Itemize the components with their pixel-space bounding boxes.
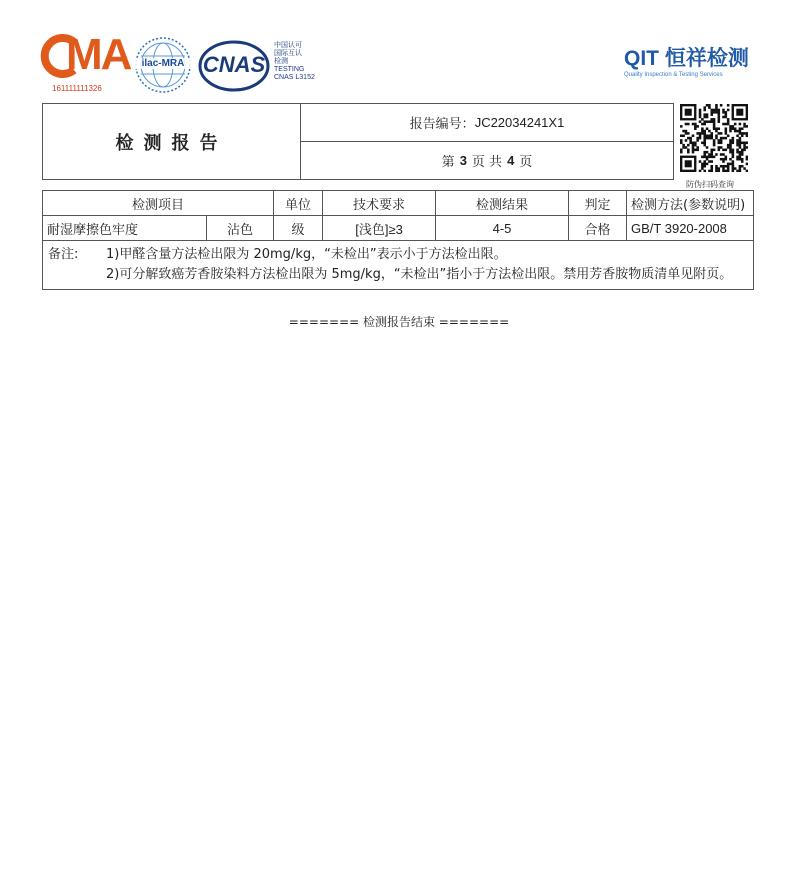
col-header-item: 检测项目 [43, 191, 274, 216]
cell-method: GB/T 3920-2008 [627, 216, 754, 241]
remark-1: 1)甲醛含量方法检出限为 20mg/kg，“未检出”表示小于方法检出限。 [106, 247, 507, 262]
cma-text: MA [66, 30, 131, 79]
cell-requirement: [浅色]≥3 [323, 216, 436, 241]
cnas-logo [198, 40, 326, 92]
page-indicator: 第 3 页 共 4 页 [441, 153, 533, 170]
col-header-judgement: 判定 [569, 191, 627, 216]
cnas-caption: 中国认可 国际互认 检测 TESTING CNAS L3152 [274, 42, 315, 81]
cell-unit: 级 [274, 216, 323, 241]
qit-brand: QIT 恒祥检测 [624, 47, 749, 70]
cell-result: 4-5 [436, 216, 569, 241]
report-end: ======= 检测报告结束 ======= [288, 315, 510, 329]
cnas-text: CNAS [202, 52, 266, 77]
qr-caption: 防伪扫码查询 [686, 180, 734, 189]
report-no-label: 报告编号： [409, 117, 475, 132]
qit-subtitle: Quality Inspection & Testing Services [624, 72, 723, 78]
cma-logo [40, 30, 131, 96]
ilac-text: ilac-MRA [133, 58, 193, 69]
cma-number: 161111111326 [52, 84, 102, 93]
remarks-label: 备注: [48, 247, 79, 262]
col-header-requirement: 技术要求 [323, 191, 436, 216]
cell-item: 耐湿摩擦色牢度 [43, 216, 207, 241]
col-header-method: 检测方法(参数说明) [627, 191, 754, 216]
result-table [42, 190, 754, 290]
table-header-row [43, 191, 754, 216]
col-header-result: 检测结果 [436, 191, 569, 216]
page-total: 4 [507, 153, 515, 168]
report-header [42, 103, 674, 180]
cell-sub: 沾色 [207, 216, 274, 241]
qit-logo [624, 42, 754, 82]
table-row [43, 216, 754, 241]
remark-2: 2)可分解致癌芳香胺染料方法检出限为 5mg/kg，“未检出”指小于方法检出限。禁用芳香胺物质清单见附页。 [106, 267, 733, 282]
cell-judgement: 合格 [569, 216, 627, 241]
qr-code-icon [680, 104, 748, 172]
page-current: 3 [459, 153, 467, 168]
report-no: JC22034241X1 [474, 115, 565, 130]
qr-code[interactable] [680, 104, 748, 172]
remarks-row [43, 241, 754, 290]
ilac-mra-logo [133, 36, 193, 94]
report-title: 检测报告 [115, 132, 228, 154]
col-header-unit: 单位 [274, 191, 323, 216]
